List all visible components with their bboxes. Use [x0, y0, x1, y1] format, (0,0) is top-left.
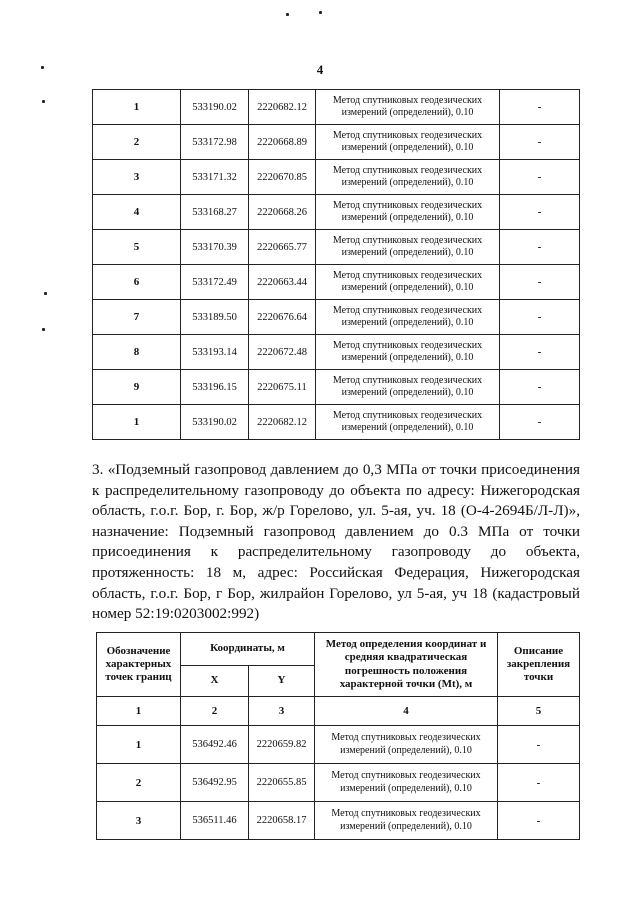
header-method: Метод определения координат и средняя квадратическая погрешность положения характерной точки (Mt), м: [315, 633, 498, 697]
x-coordinate: 533172.98: [181, 125, 249, 160]
point-id: 1: [93, 405, 181, 440]
table-row: [93, 300, 580, 335]
header-y: Y: [249, 666, 315, 697]
header-designation: Обозначение характерных точек границ: [97, 633, 181, 697]
coordinates-table-section-3: [96, 632, 580, 840]
method-cell: Метод спутниковых геодезических измерений (определений), 0.10: [316, 90, 500, 125]
y-coordinate: 2220655.85: [249, 764, 315, 802]
method-cell: Метод спутниковых геодезических измерений (определений), 0.10: [316, 195, 500, 230]
page-number: 4: [316, 62, 324, 77]
point-id: 7: [93, 300, 181, 335]
coordinates-table-continued: [92, 89, 580, 440]
column-number: 1: [97, 697, 181, 726]
y-coordinate: 2220665.77: [249, 230, 316, 265]
fixing-description: -: [500, 160, 580, 195]
table-row: [93, 335, 580, 370]
method-cell: Метод спутниковых геодезических измерений (определений), 0.10: [315, 726, 498, 764]
header-description: Описание закрепления точки: [498, 633, 580, 697]
point-id: 3: [93, 160, 181, 195]
table-row: [93, 160, 580, 195]
method-cell: Метод спутниковых геодезических измерений (определений), 0.10: [315, 802, 498, 840]
table-row: [93, 90, 580, 125]
point-id: 8: [93, 335, 181, 370]
point-id: 2: [97, 764, 181, 802]
x-coordinate: 533172.49: [181, 265, 249, 300]
point-id: 1: [97, 726, 181, 764]
scan-dot: [319, 11, 322, 14]
point-id: 9: [93, 370, 181, 405]
section-3-text: 3. «Подземный газопровод давлением до 0,3 МПа от точки присоединения к распределительному газопроводу до объекта по адресу: Нижегородская область, г.о.г. Бор, г. Бор, ж/р Горелово, ул. 5-ая, уч. 18 (О-4-2694Б/Л-Л)», назначение: Подземный газопровод давлением до 0.3 МПа от точки присоединения к распределительному газопроводу до объекта, протяженность: 18 м, адрес: Российская Федерация, Нижегородская область, г.о.г. Бор, г Бор, жилрайон Горелово, ул 5-ая, уч 18 (кадастровый номер 52:19:0203002:992): [92, 461, 580, 623]
coordinates-table-body: [93, 90, 580, 440]
point-id: 6: [93, 265, 181, 300]
table-row: [93, 405, 580, 440]
table-row: [93, 265, 580, 300]
x-coordinate: 536511.46: [181, 802, 249, 840]
scan-dot: [42, 100, 45, 103]
x-coordinate: 533190.02: [181, 405, 249, 440]
x-coordinate: 533168.27: [181, 195, 249, 230]
y-coordinate: 2220682.12: [249, 90, 316, 125]
y-coordinate: 2220658.17: [249, 802, 315, 840]
scan-dot: [42, 328, 45, 331]
method-cell: Метод спутниковых геодезических измерений (определений), 0.10: [316, 160, 500, 195]
fixing-description: -: [500, 90, 580, 125]
x-coordinate: 533193.14: [181, 335, 249, 370]
fixing-description: -: [500, 230, 580, 265]
y-coordinate: 2220670.85: [249, 160, 316, 195]
column-number-row: [97, 697, 580, 726]
table-row: [93, 370, 580, 405]
method-cell: Метод спутниковых геодезических измерений (определений), 0.10: [316, 230, 500, 265]
point-id: 2: [93, 125, 181, 160]
column-number: 5: [498, 697, 580, 726]
method-cell: Метод спутниковых геодезических измерений (определений), 0.10: [316, 265, 500, 300]
point-id: 1: [93, 90, 181, 125]
table-row: [93, 195, 580, 230]
fixing-description: -: [500, 405, 580, 440]
method-cell: Метод спутниковых геодезических измерений (определений), 0.10: [316, 405, 500, 440]
x-coordinate: 536492.46: [181, 726, 249, 764]
x-coordinate: 533171.32: [181, 160, 249, 195]
table-row: [93, 230, 580, 265]
x-coordinate: 533170.39: [181, 230, 249, 265]
method-cell: Метод спутниковых геодезических измерений (определений), 0.10: [316, 370, 500, 405]
x-coordinate: 533189.50: [181, 300, 249, 335]
fixing-description: -: [498, 802, 580, 840]
method-cell: Метод спутниковых геодезических измерений (определений), 0.10: [315, 764, 498, 802]
method-cell: Метод спутниковых геодезических измерений (определений), 0.10: [316, 335, 500, 370]
header-coordinates: Координаты, м: [181, 633, 315, 666]
method-cell: Метод спутниковых геодезических измерений (определений), 0.10: [316, 300, 500, 335]
table-row: [97, 764, 580, 802]
table-row: [97, 802, 580, 840]
y-coordinate: 2220668.89: [249, 125, 316, 160]
column-number: 4: [315, 697, 498, 726]
x-coordinate: 533196.15: [181, 370, 249, 405]
table-row: [97, 726, 580, 764]
y-coordinate: 2220668.26: [249, 195, 316, 230]
column-number: 2: [181, 697, 249, 726]
method-cell: Метод спутниковых геодезических измерений (определений), 0.10: [316, 125, 500, 160]
fixing-description: -: [500, 370, 580, 405]
y-coordinate: 2220675.11: [249, 370, 316, 405]
point-id: 5: [93, 230, 181, 265]
fixing-description: -: [498, 726, 580, 764]
y-coordinate: 2220672.48: [249, 335, 316, 370]
x-coordinate: 536492.95: [181, 764, 249, 802]
header-x: X: [181, 666, 249, 697]
fixing-description: -: [500, 265, 580, 300]
fixing-description: -: [498, 764, 580, 802]
x-coordinate: 533190.02: [181, 90, 249, 125]
scan-dot: [44, 292, 47, 295]
scan-dot: [286, 13, 289, 16]
y-coordinate: 2220682.12: [249, 405, 316, 440]
fixing-description: -: [500, 300, 580, 335]
coordinates-table-body: [97, 697, 580, 840]
point-id: 3: [97, 802, 181, 840]
fixing-description: -: [500, 125, 580, 160]
point-id: 4: [93, 195, 181, 230]
fixing-description: -: [500, 335, 580, 370]
fixing-description: -: [500, 195, 580, 230]
table-row: [93, 125, 580, 160]
y-coordinate: 2220676.64: [249, 300, 316, 335]
y-coordinate: 2220659.82: [249, 726, 315, 764]
column-number: 3: [249, 697, 315, 726]
y-coordinate: 2220663.44: [249, 265, 316, 300]
